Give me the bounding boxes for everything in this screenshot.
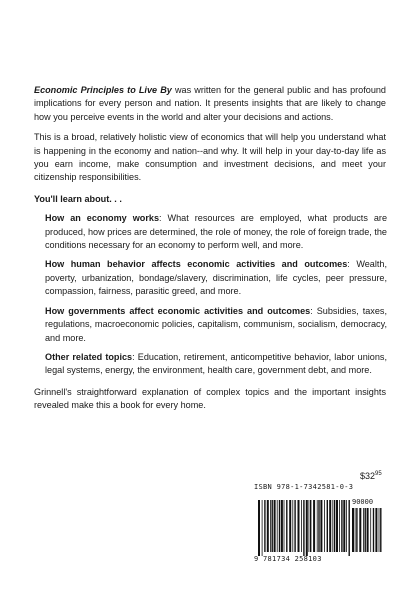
barcode-bar	[284, 500, 285, 552]
barcode-bar	[279, 500, 280, 552]
topic-text: : Education, retirement, anticompetitive behavior, labor unions, legal systems, energy, the environment, health care, government debt, and more.	[45, 351, 387, 376]
barcode-bar	[329, 500, 331, 552]
barcode-bar	[264, 500, 265, 552]
barcode-bar	[365, 508, 366, 552]
addon-barcode	[352, 508, 382, 556]
barcode-bar	[292, 500, 293, 552]
barcode-bar	[343, 500, 345, 552]
closing-paragraph: Grinnell's straightforward explanation of complex topics and the important insights revealed make this a book for every home.	[34, 386, 386, 411]
barcode-bar	[310, 500, 311, 552]
barcode-bar	[332, 500, 333, 552]
barcode-bar	[298, 500, 300, 552]
topic-economy-works	[45, 212, 387, 252]
ean-digits: 9 781734 258103	[254, 555, 322, 563]
barcode-bar	[356, 508, 357, 552]
isbn-label: ISBN 978-1-7342581-0-3	[254, 483, 354, 491]
barcode-bar	[349, 500, 350, 556]
barcode-bar	[270, 500, 271, 552]
topic-text: : Subsidies, taxes, regulations, macroeconomic policies, capitalism, communism, socialism, democracy, and more.	[45, 305, 387, 343]
barcode-bar	[262, 500, 263, 556]
barcode-bar	[267, 500, 269, 552]
topic-governments	[45, 305, 387, 345]
barcode-bar	[346, 500, 347, 552]
price-label	[360, 471, 382, 481]
barcode-bar	[324, 500, 325, 552]
barcode-bar	[281, 500, 283, 552]
barcode-bar	[274, 500, 276, 552]
barcode-bar	[370, 508, 371, 552]
barcode-bar	[334, 500, 335, 552]
barcode-bar	[306, 500, 308, 556]
barcode-bar	[380, 508, 381, 552]
topic-human-behavior	[45, 258, 387, 298]
barcode-bar	[352, 508, 354, 552]
book-title: Economic Principles to Live By	[34, 85, 172, 95]
topic-text: : What resources are employed, what products are produced, how prices are determined, the role of money, the role of foreign trade, the conditions necessary for an economy to perform well, and more.	[45, 213, 388, 251]
barcode-bar	[339, 500, 340, 552]
barcode-bar	[359, 508, 361, 552]
barcode-bar	[313, 500, 315, 552]
barcode-bar	[303, 500, 304, 556]
barcode-bar	[294, 500, 295, 552]
barcode-bar	[277, 500, 278, 552]
barcode-bar	[309, 500, 310, 552]
barcode-bar	[336, 500, 338, 552]
barcode-bar	[373, 508, 374, 552]
barcode-block	[254, 483, 384, 565]
barcode-bar	[341, 500, 342, 552]
barcode-bar	[272, 500, 273, 552]
price-cents: 95	[375, 471, 382, 477]
barcode-bar	[327, 500, 328, 552]
intro-text: was written for the general public and has profound implications for every person and nation. It presents insights that are likely to change how you perceive events in the world and alter your decisions and actions.	[34, 85, 386, 122]
intro-paragraph	[34, 84, 386, 124]
topic-other	[45, 351, 387, 378]
topic-heading: How human behavior affects economic activities and outcomes	[45, 259, 348, 270]
topic-heading: How governments affect economic activities and outcomes	[45, 305, 311, 316]
barcode-bar	[301, 500, 302, 552]
barcode-bar	[367, 508, 369, 552]
barcode-bar	[286, 500, 287, 552]
topic-heading: Other related topics	[45, 351, 133, 362]
price-main: $32	[360, 471, 376, 481]
barcode-bar	[320, 500, 322, 552]
overview-paragraph: This is a broad, relatively holistic view of economics that will help you understand what is happening in the economy and nation--and why. It will help in your day-to-day life as you earn income, make consumption and investment decisions, and meet your citizenship responsibilities.	[34, 132, 386, 183]
back-cover-text	[34, 84, 386, 413]
topic-heading: How an economy works	[45, 213, 160, 224]
barcode-bar	[379, 508, 380, 552]
barcode-bar	[355, 508, 356, 552]
barcode-bar	[258, 500, 260, 556]
barcode-bar	[363, 508, 364, 552]
topic-text: : Wealth, poverty, urbanization, bondage/slavery, discrimination, life cycles, peer pressure, compassion, fairness, parasitic greed, and more.	[45, 259, 387, 297]
addon-digits: 90000	[352, 498, 374, 506]
barcode-bar	[318, 500, 319, 552]
barcode-bar	[289, 500, 291, 552]
barcode-bar	[375, 508, 377, 552]
ean-barcode	[258, 500, 350, 556]
barcode-bar	[317, 500, 318, 552]
learn-heading: You'll learn about. . .	[34, 193, 122, 204]
